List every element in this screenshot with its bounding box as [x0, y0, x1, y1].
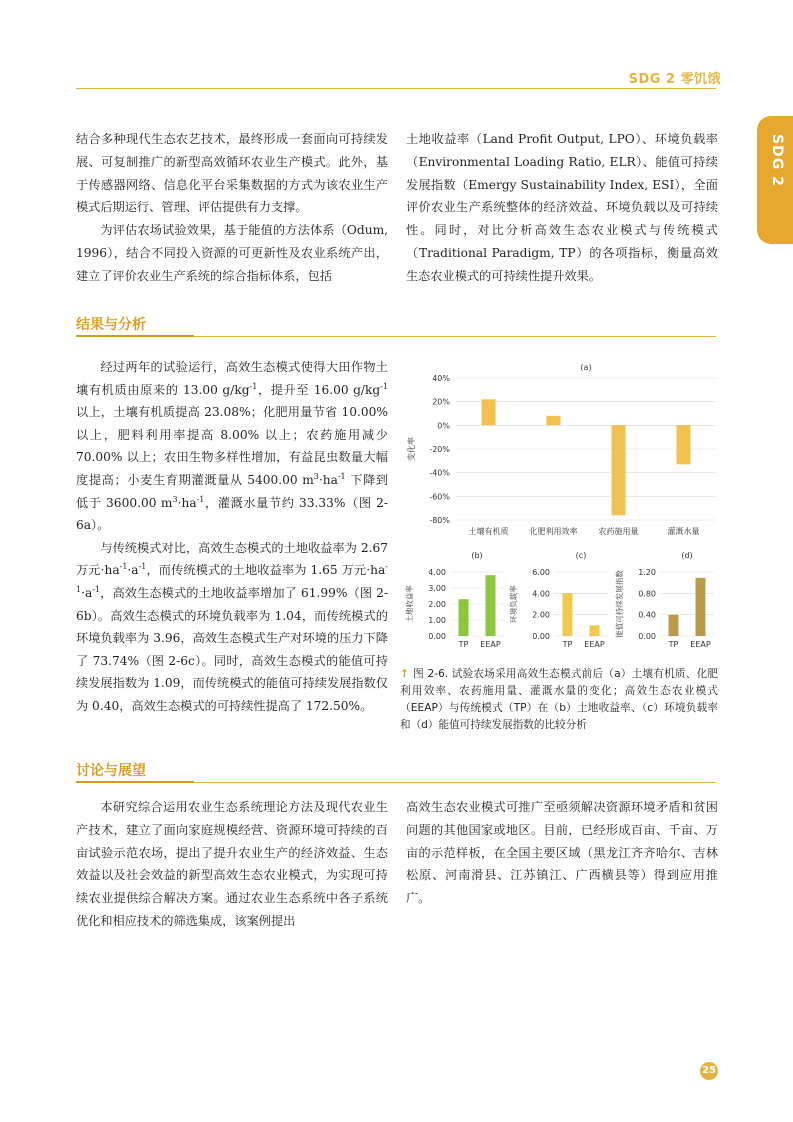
panel-c-tick-label: 0.00	[532, 632, 550, 641]
panel-d-tick-label: 0.00	[638, 632, 656, 641]
panel-a-label: (a)	[580, 363, 592, 372]
panel-b-tick-label: 4.00	[428, 568, 446, 577]
results-paragraph-2: 与传统模式对比，高效生态模式的土地收益率为 2.67 万元$\cdot ha^{-1}\cdot a^{-1}$，而传统模式的土地收益率为 1.65 万元$\cdot ha^{-1}\cdot a^{-1}$，高效生态模式的土地收益率增加了 61.99%（图 2-6b）。高效生态模式的环境负载率为 1.04，而传统模式的环境负载率为 3.96，高效生态模式生产对环境的压力下降了 73.74%（图 2-6c）。同时，高效生态模式的能值可持续发展指数为 1.09，而传统模式的能值可持续发展指数仅为 0.40，高效生态模式的可持续性提高了 172.50%。	[76, 540, 388, 713]
caption-arrow-icon: ↑	[400, 668, 409, 680]
page-number: 25	[700, 1062, 718, 1080]
panel-d-category-label: TP	[668, 640, 679, 649]
panel-c-tick-label: 4.00	[532, 589, 550, 599]
panel-c-category-label: TP	[562, 640, 573, 649]
panel-a-tick-label: -40%	[429, 468, 450, 478]
panel-b-category-label: TP	[458, 640, 469, 649]
panel-b-tick-label: 0.00	[428, 632, 446, 641]
panel-a-bar	[547, 416, 561, 425]
results-section-title: 结果与分析	[76, 317, 146, 333]
side-tab	[757, 116, 793, 244]
panel-b-tick-label: 1.00	[428, 616, 446, 625]
panel-d-tick-label: 0.40	[638, 610, 656, 620]
panel-d-label: (d)	[681, 551, 693, 560]
panel-b-y-axis-label: 土地收益率	[405, 585, 414, 623]
panel-b-tick-label: 2.00	[428, 600, 446, 609]
panel-c-category-label: EEAP	[584, 640, 605, 649]
discussion-right-column	[406, 796, 718, 910]
panel-c-label: (c)	[575, 551, 587, 560]
discussion-right-paragraph: 高效生态农业模式可推广至亟须解决资源环境矛盾和贫困问题的其他国家或地区。目前，已经形成百亩、千亩、万亩的示范样板，在全国主要区域（黑龙江齐齐哈尔、吉林松原、河南滑县、江苏镇江、广西横县等）得到应用推广。	[406, 800, 718, 906]
panel-a-category-label: 土壤有机质	[468, 527, 509, 536]
discussion-left-column	[76, 796, 388, 933]
discussion-section-rule-accent	[76, 781, 194, 783]
panel-a-bar	[677, 425, 691, 464]
panel-d-y-axis-label: 能值可持续发展指数	[615, 570, 624, 638]
panel-d-bar	[669, 615, 679, 636]
panel-d-bar	[696, 578, 706, 636]
figure-2-6	[398, 352, 720, 652]
intro-right-paragraph-1: 土地收益率（Land Profit Output, LPO）、环境负载率（Environmental Loading Ratio, ELR）、能值可持续发展指数（Emergy Sustainability Index, ESI），全面评价农业生产系统整体的经济效益、环境负载以及可持续性。同时，对比分析高效生态农业模式与传统模式（Traditional Paradigm, TP）的各项指标，衡量高效生态农业模式的可持续性提升效果。	[406, 132, 718, 283]
panel-b-label: (b)	[471, 551, 483, 560]
results-paragraph-1: 经过两年的试验运行，高效生态模式使得大田作物土壤有机质由原来的 13.00 $g/kg^{-1}$，提升至 16.00 $g/kg^{-1}$ 以上，土壤有机质提高 23.08%；化肥用量节省 10.00% 以上，肥料利用率提高 8.00% 以上；农药施用减少 70.00% 以上；农田生物多样性增加，有益昆虫数量大幅度提高；小麦生育期灌溉量从 5400.00 $m^3\cdot ha^{-1}$ 下降到低于 3600.00 $m^3\cdot ha^{-1}$，灌溉水量节约 33.33%（图 2-6a）。	[76, 360, 389, 533]
figure-caption	[400, 666, 718, 734]
panel-a-y-axis-label: 变化率	[407, 437, 416, 461]
discussion-section-title: 讨论与展望	[76, 763, 146, 779]
panel-b-category-label: EEAP	[480, 640, 501, 649]
intro-left-paragraph-1: 结合多种现代生态农艺技术，最终形成一套面向可持续发展、可复制推广的新型高效循环农业生产模式。此外，基于传感器网络、信息化平台采集数据的方式为该农业生产模式后期运行、管理、评估提供有力支撑。	[76, 132, 388, 215]
panel-a-category-label: 化肥利用效率	[529, 527, 578, 536]
panel-c-bar	[590, 625, 600, 636]
results-section-rule-accent	[76, 335, 194, 337]
intro-left-column	[76, 128, 388, 288]
panel-a-tick-label: -60%	[429, 492, 450, 502]
panel-d-tick-label: 0.80	[638, 589, 656, 599]
panel-a-bar	[482, 399, 496, 425]
panel-a-category-label: 农药施用量	[598, 527, 639, 536]
panel-a-tick-label: 40%	[432, 374, 450, 383]
panel-b-bar	[486, 575, 496, 636]
intro-right-column	[406, 128, 718, 288]
panel-a-tick-label: 20%	[432, 397, 450, 407]
intro-left-paragraph-2: 为评估农场试验效果，基于能值的方法体系（Odum, 1996），结合不同投入资源的可更新性及农业系统产出，建立了评价农业生产系统的综合指标体系，包括	[76, 223, 388, 283]
panel-c-y-axis-label: 环境负载率	[509, 585, 518, 623]
panel-a-tick-label: 0%	[437, 421, 450, 431]
panel-d-tick-label: 1.20	[638, 568, 656, 577]
panel-c-tick-label: 6.00	[532, 568, 550, 577]
panel-c-tick-label: 2.00	[532, 610, 550, 620]
panel-b-bar	[459, 599, 469, 636]
panel-a-tick-label: -80%	[429, 516, 450, 525]
panel-a-tick-label: -20%	[429, 445, 450, 454]
panel-c-bar	[563, 593, 573, 636]
figure-caption-text: 图 2-6. 试验农场采用高效生态模式前后（a）土壤有机质、化肥利用效率、农药施用量、灌溉水量的变化；高效生态农业模式（EEAP）与传统模式（TP）在（b）土地收益率、（c）环境负载率和（d）能值可持续发展指数的比较分析	[400, 668, 718, 731]
panel-d-category-label: EEAP	[690, 640, 711, 649]
panel-a-category-label: 灌溉水量	[667, 527, 700, 536]
panel-a-bar	[612, 425, 626, 515]
side-tab-label: SDG 2	[769, 134, 785, 187]
header-rule	[76, 88, 716, 89]
panel-b-tick-label: 3.00	[428, 584, 446, 593]
header-brand: SDG 2 零饥饿	[628, 72, 721, 87]
discussion-left-paragraph: 本研究综合运用农业生态系统理论方法及现代农业生产技术，建立了面向家庭规模经营、资源环境可持续的百亩试验示范农场，提出了提升农业生产的经济效益、生态效益以及社会效益的新型高效生态农业模式，为实现可持续农业提供综合解决方案。通过农业生态系统中各子系统优化和相应技术的筛选集成，该案例提出	[76, 800, 388, 928]
results-column	[76, 356, 388, 718]
